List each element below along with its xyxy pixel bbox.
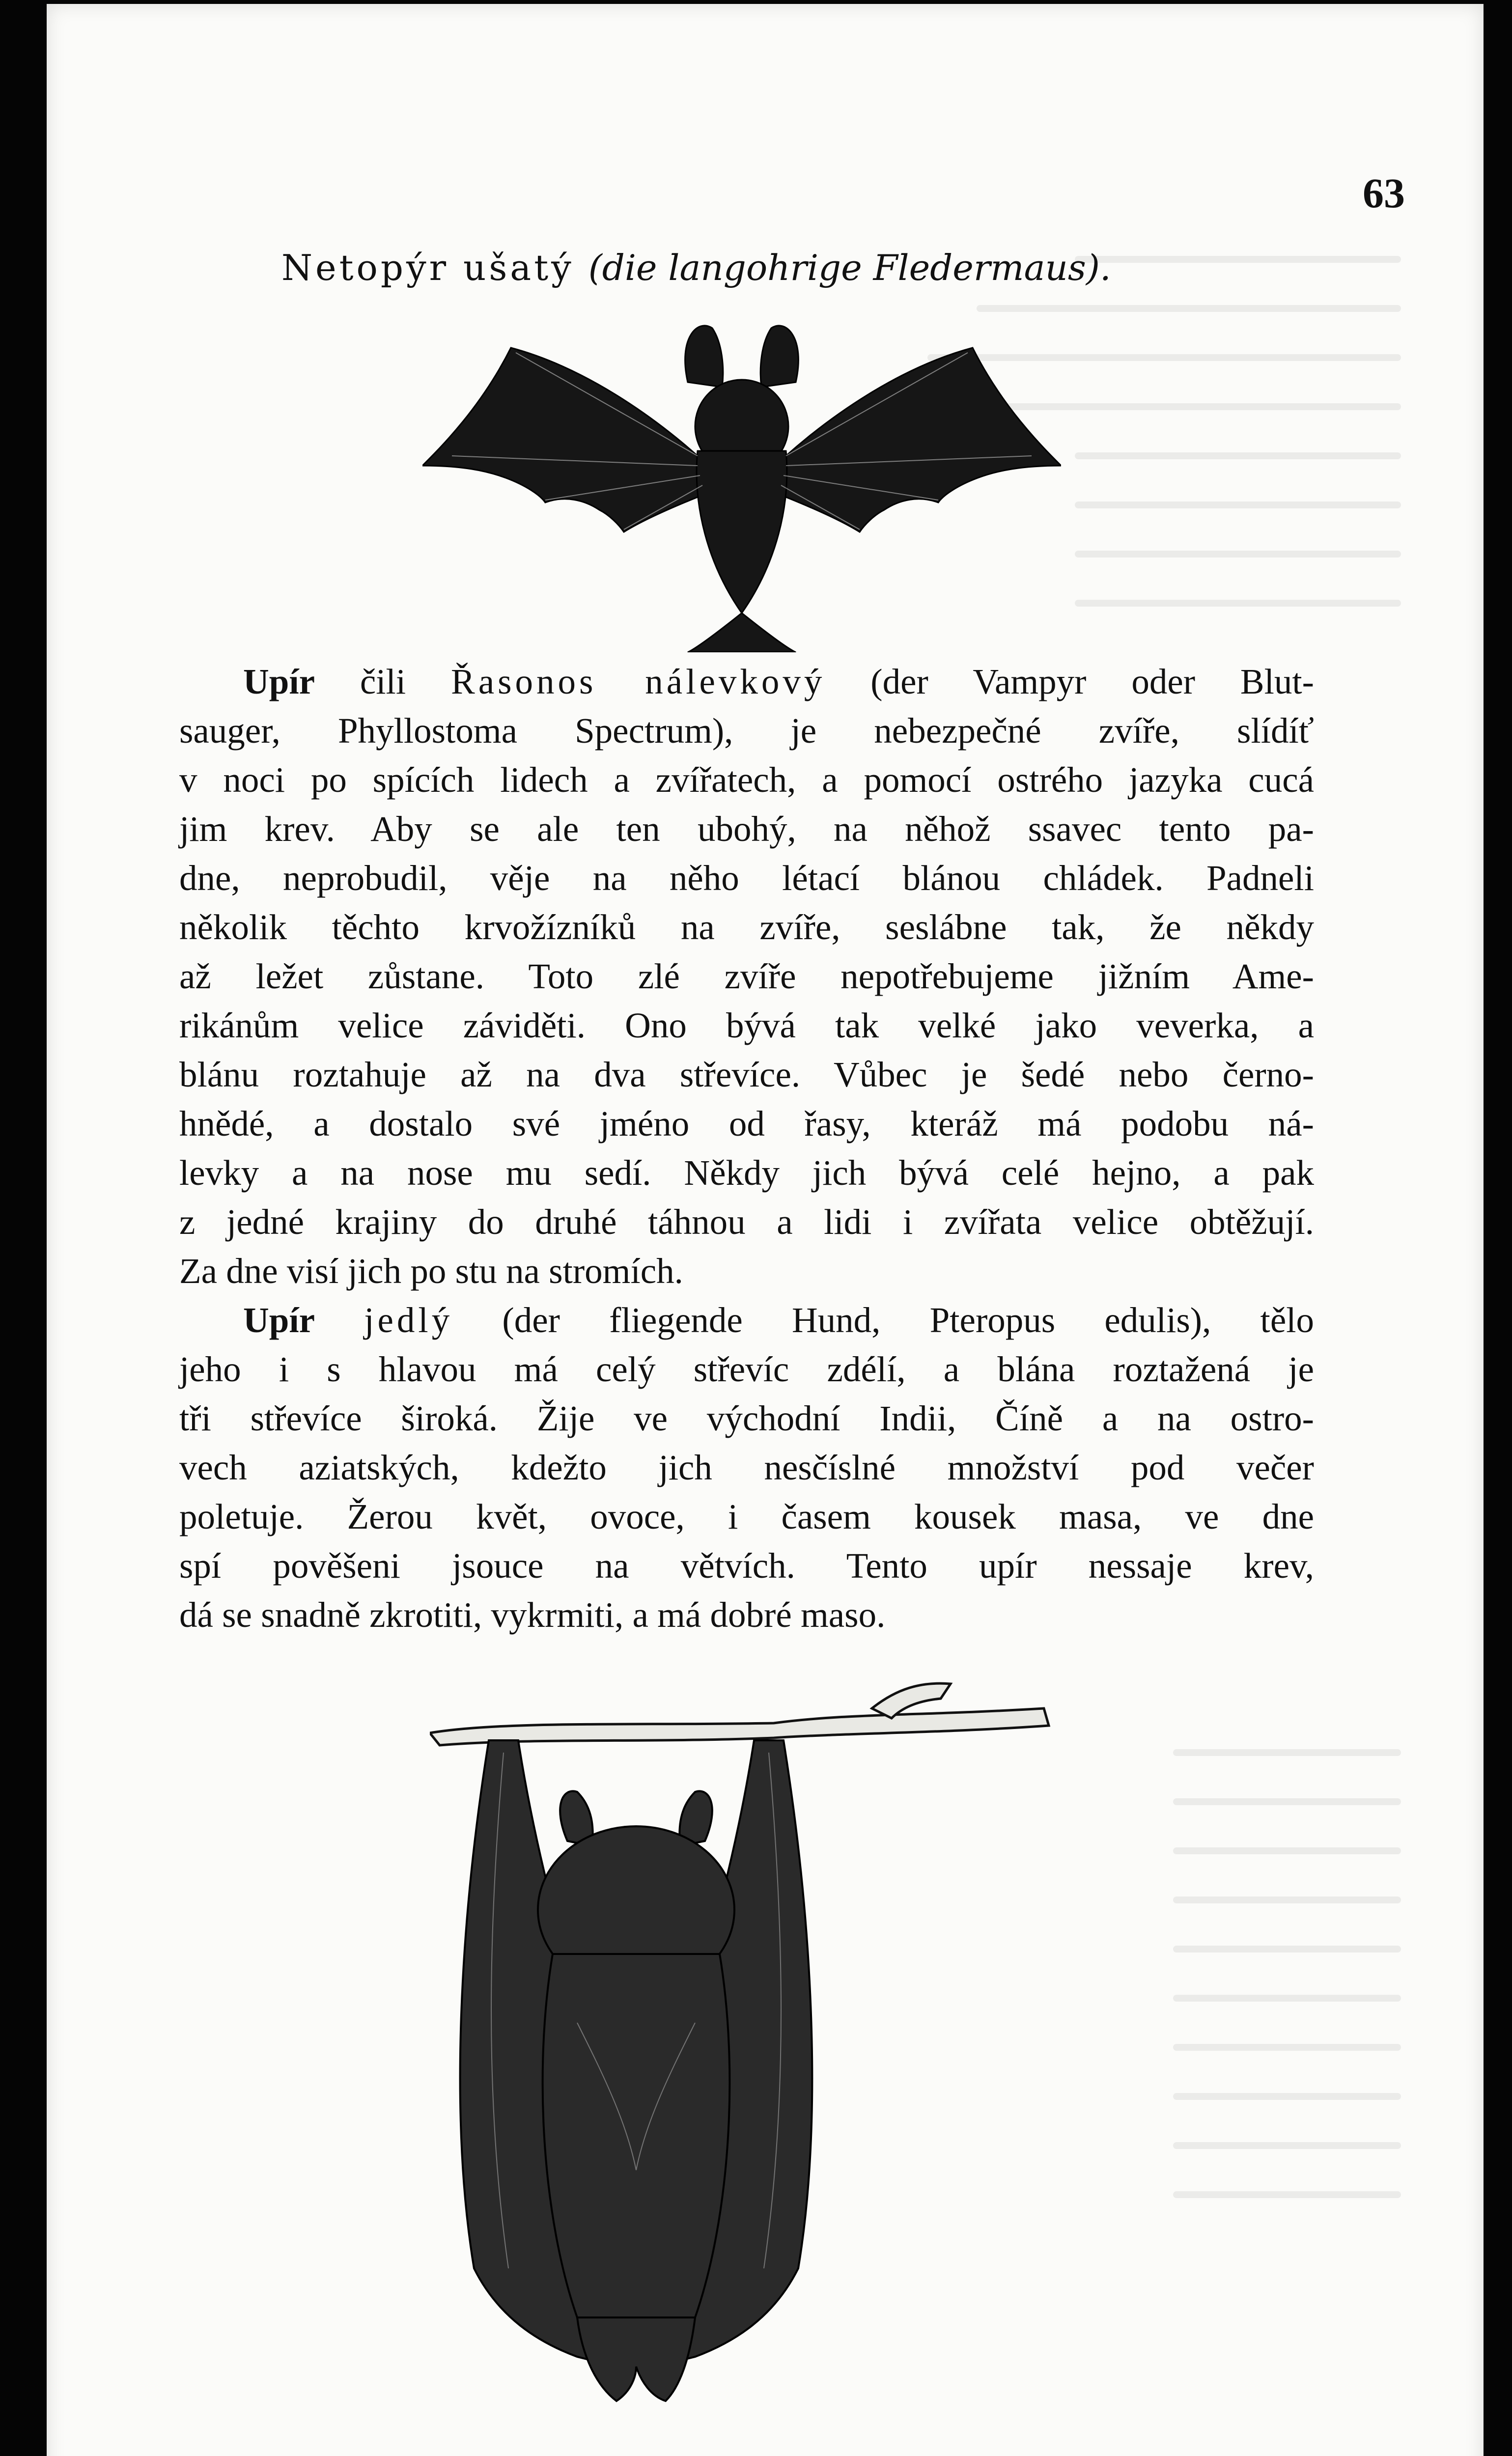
text-line: sauger, Phyllostoma Spectrum), je nebezpečné zvíře, slídíť bbox=[179, 711, 1314, 751]
text-line: Upír jedlý (der fliegende Hund, Pteropus edulis), tělo bbox=[243, 1300, 1315, 1340]
text-line: dá se snadně zkrotiti, vykrmiti, a má dobré maso. bbox=[179, 1595, 886, 1635]
figure-caption bbox=[281, 247, 1111, 288]
text-line: z jedné krajiny do druhé táhnou a lidi i zvířata velice obtěžují. bbox=[179, 1202, 1314, 1242]
paragraph-vampire-bat bbox=[179, 657, 1314, 1296]
book-page bbox=[47, 4, 1484, 2456]
text-line: rikánům velice záviděti. Ono bývá tak velké jako veverka, a bbox=[179, 1005, 1314, 1045]
text-line: levky a na nose mu sedí. Někdy jich bývá celé hejno, a pak bbox=[179, 1153, 1314, 1193]
caption-name: Netopýr ušatý bbox=[281, 247, 574, 288]
long-eared-bat-illustration bbox=[422, 308, 1061, 652]
text-line: Za dne visí jich po stu na stromích. bbox=[179, 1251, 683, 1291]
text-line: vech aziatských, kdežto jich nesčíslné množství pod večer bbox=[179, 1448, 1314, 1487]
text-line: tři střevíce široká. Žije ve východní Indii, Číně a na ostro- bbox=[179, 1398, 1314, 1438]
text-line: dne, neprobudil, věje na něho létací blánou chládek. Padneli bbox=[179, 858, 1314, 898]
text-line: Upír čili Řasonos nálevkový (der Vampyr oder Blut- bbox=[243, 662, 1314, 701]
text-line: poletuje. Žerou květ, ovoce, i časem kousek masa, ve dne bbox=[179, 1497, 1314, 1536]
text-line: spí pověšeni jsouce na větvích. Tento upír nessaje krev, bbox=[179, 1546, 1314, 1586]
text-line: v noci po spících lidech a zvířatech, a pomocí ostrého jazyka cucá bbox=[179, 760, 1314, 800]
text-line: blánu roztahuje až na dva střevíce. Vůbec je šedé nebo černo- bbox=[179, 1055, 1314, 1094]
page-number: 63 bbox=[1363, 169, 1405, 217]
text-line: až ležet zůstane. Toto zlé zvíře nepotřebujeme jižním Ame- bbox=[179, 956, 1314, 996]
text-line: jim krev. Aby se ale ten ubohý, na něhož ssavec tento pa- bbox=[179, 809, 1314, 849]
paragraph-flying-fox bbox=[179, 1296, 1314, 1640]
caption-german: (die langohrige Fledermaus). bbox=[588, 247, 1111, 288]
text-line: hnědé, a dostalo své jméno od řasy, kteráž má podobu ná- bbox=[179, 1104, 1314, 1144]
fruit-bat-hanging-illustration bbox=[430, 1679, 1068, 2416]
text-line: jeho i s hlavou má celý střevíc zdélí, a blána roztažená je bbox=[179, 1349, 1314, 1389]
text-line: několik těchto krvožízníků na zvíře, seslábne tak, že někdy bbox=[179, 907, 1314, 947]
body-text bbox=[179, 657, 1314, 1640]
